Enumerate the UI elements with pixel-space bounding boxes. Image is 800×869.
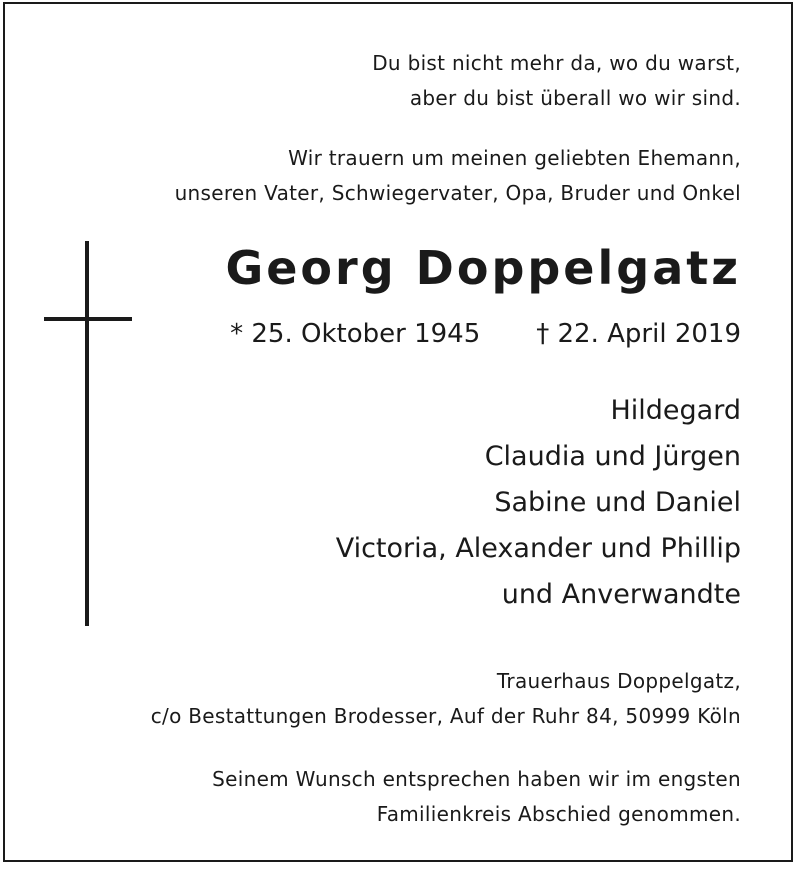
mourning-house-address [151,664,741,734]
verse-line-2: aber du bist überall wo wir sind. [409,86,741,110]
obituary-card [3,2,793,862]
family-member: Sabine und Daniel [494,487,741,518]
birth-date: * 25. Oktober 1945 [230,319,481,349]
mourning-text [175,141,741,211]
mourning-line-1: Wir trauern um meinen geliebten Ehemann, [288,146,741,170]
death-date: † 22. April 2019 [536,319,741,349]
verse-line-1: Du bist nicht mehr da, wo du warst, [372,51,741,75]
family-member: Victoria, Alexander und Phillip [335,533,741,564]
mourning-line-2: unseren Vater, Schwiegervater, Opa, Bruder und Onkel [174,181,741,205]
life-dates [230,314,741,354]
verse [372,46,741,116]
deceased-name: Georg Doppelgatz [225,241,741,295]
farewell-notice [212,762,741,832]
cross-icon-bar [44,317,132,321]
family-member: Claudia und Jürgen [484,441,741,472]
family-list [336,388,741,618]
address-line-1: Trauerhaus Doppelgatz, [496,669,741,693]
notice-line-1: Seinem Wunsch entsprechen haben wir im engsten [212,767,741,791]
address-line-2: c/o Bestattungen Brodesser, Auf der Ruhr 84, 50999 Köln [150,704,741,728]
family-member: und Anverwandte [501,579,741,610]
family-member: Hildegard [610,395,741,426]
notice-line-2: Familienkreis Abschied genommen. [376,802,741,826]
cross-icon [85,241,89,626]
